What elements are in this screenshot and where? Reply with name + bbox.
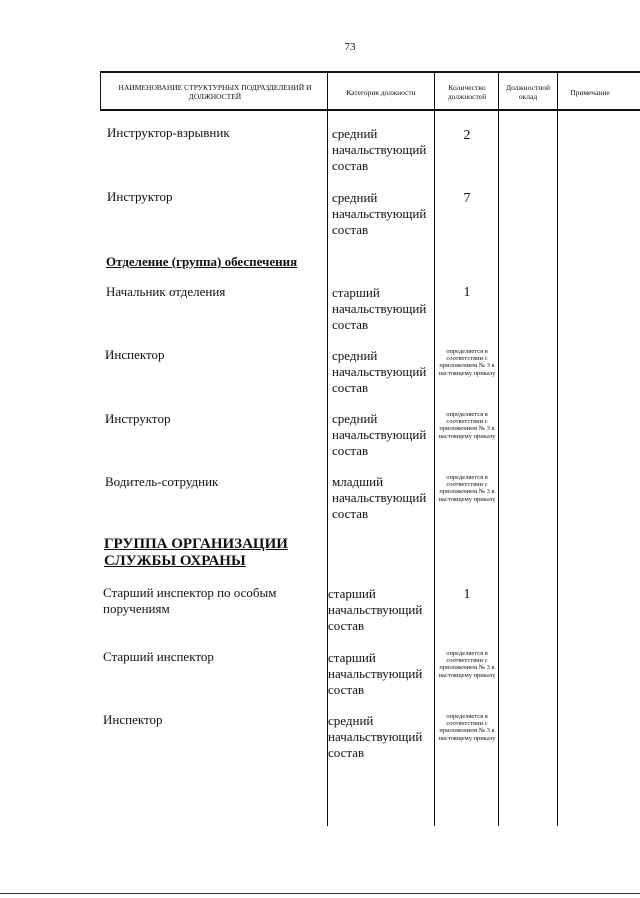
position-category: старший начальствующий состав <box>328 586 423 633</box>
position-category: средний начальствующий состав <box>332 411 427 458</box>
position-category: старший начальствующий состав <box>332 285 427 332</box>
table-top-rule <box>100 71 640 73</box>
section-heading-support: Отделение (группа) обеспечения <box>106 254 298 269</box>
position-count-note: определяется в соответствии с приложением № 3 к настоящему приказу <box>438 348 496 377</box>
header-note: Примечание <box>570 87 610 97</box>
position-name: Начальник отделения <box>106 284 226 299</box>
position-name: Инспектор <box>105 347 165 362</box>
position-count-note: определяется в соответствии с приложением № 3 к настоящему приказу <box>438 650 496 679</box>
section-heading-security: ГРУППА ОРГАНИЗАЦИИ СЛУЖБЫ ОХРАНЫ <box>104 536 288 569</box>
page-bottom-rule <box>0 893 640 894</box>
position-count-note: определяется в соответствии с приложением № 3 к настоящему приказу <box>438 411 496 440</box>
table-left-border <box>100 71 101 111</box>
position-category: средний начальствующий состав <box>328 713 423 760</box>
position-category: средний начальствующий состав <box>332 126 427 173</box>
position-category: старший начальствующий состав <box>328 650 423 697</box>
position-category: средний начальствующий состав <box>332 190 427 237</box>
page-number: 73 <box>344 41 356 53</box>
position-count-note: определяется в соответствии с приложением № 3 к настоящему приказу <box>438 474 496 503</box>
position-count: 1 <box>463 587 471 602</box>
position-name: Инспектор <box>103 712 163 727</box>
position-count: 1 <box>463 285 471 300</box>
column-divider-note <box>557 71 558 826</box>
position-category: младший начальствующий состав <box>332 474 427 521</box>
position-name: Инструктор <box>107 189 173 204</box>
header-name: НАИМЕНОВАНИЕ СТРУКТУРНЫХ ПОДРАЗДЕЛЕНИЙ И ДОЛЖНОСТЕЙ <box>118 83 312 101</box>
position-name: Инструктор <box>105 411 171 426</box>
position-name: Старший инспектор по особым поручениям <box>103 585 277 616</box>
position-count-note: определяется в соответствии с приложением № 3 к настоящему приказу <box>438 713 496 742</box>
header-category: Категория должности <box>346 87 416 97</box>
header-count: Количество должностей <box>447 83 487 101</box>
position-name: Инструктор-взрывник <box>107 125 230 140</box>
header-salary: Должностной оклад <box>505 83 551 101</box>
column-divider-salary <box>498 71 499 826</box>
position-count: 2 <box>463 128 471 143</box>
position-category: средний начальствующий состав <box>332 348 427 395</box>
position-count: 7 <box>463 191 471 206</box>
header-bottom-rule <box>100 109 640 111</box>
position-name: Водитель-сотрудник <box>105 474 219 489</box>
position-name: Старший инспектор <box>103 649 214 664</box>
